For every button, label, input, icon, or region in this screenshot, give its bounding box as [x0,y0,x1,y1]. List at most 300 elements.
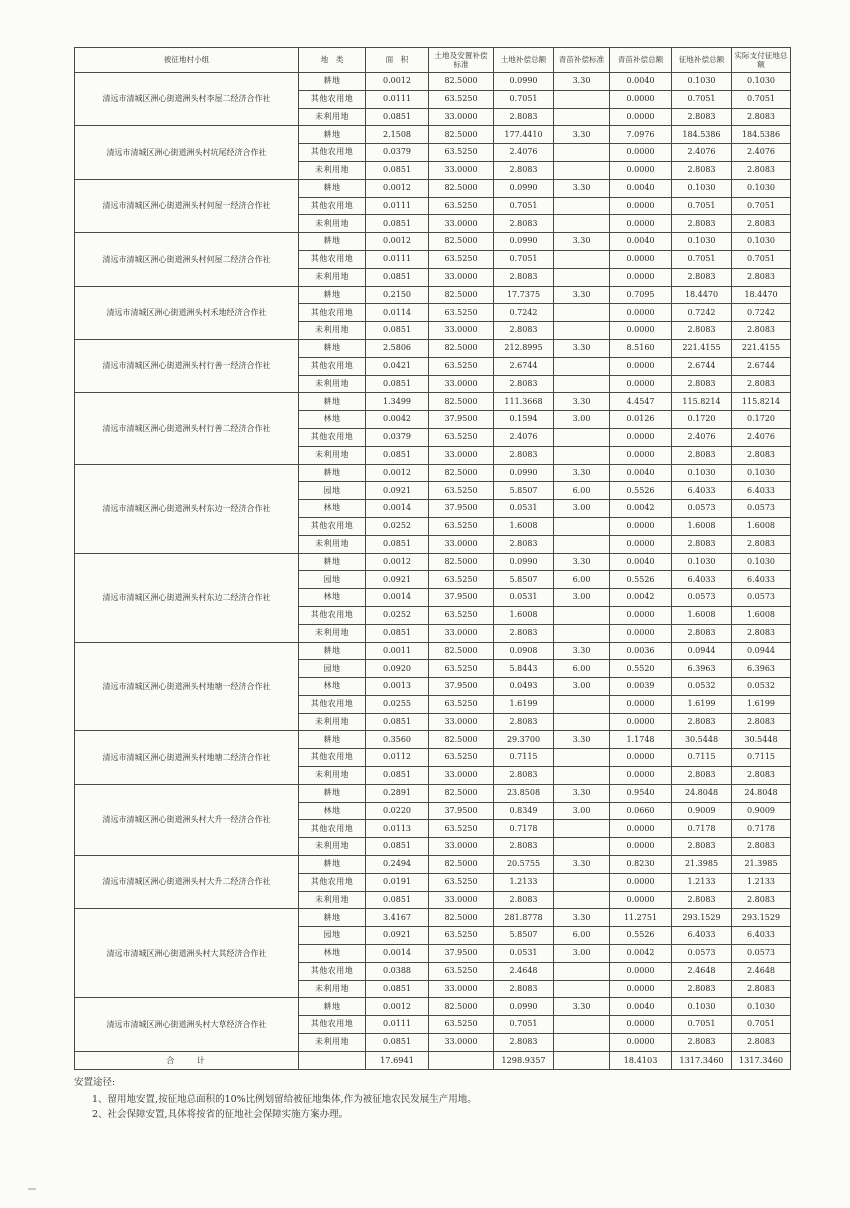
value-cell: 0.5526 [610,482,672,500]
value-cell: 63.5250 [429,962,494,980]
value-cell: 0.0012 [366,233,429,251]
value-cell: 63.5250 [429,1016,494,1034]
land-type-cell: 其他农用地 [299,962,366,980]
value-cell: 24.8048 [672,784,732,802]
value-cell: 5.8443 [494,660,554,678]
table-header [75,48,791,73]
land-type-cell: 耕地 [299,393,366,411]
value-cell: 1.2133 [672,873,732,891]
value-cell: 0.0851 [366,767,429,785]
total-land-comp-cell: 1298.9357 [494,1051,554,1069]
land-type-cell: 耕地 [299,233,366,251]
value-cell: 293.1529 [732,909,791,927]
value-cell: 184.5386 [672,126,732,144]
value-cell: 0.1030 [732,553,791,571]
value-cell: 2.8083 [732,624,791,642]
value-cell [554,749,610,767]
value-cell: 6.00 [554,660,610,678]
value-cell: 0.7242 [732,304,791,322]
value-cell: 0.0042 [610,945,672,963]
land-type-cell: 耕地 [299,126,366,144]
value-cell: 3.30 [554,998,610,1016]
value-cell: 23.8508 [494,784,554,802]
land-type-cell: 未利用地 [299,767,366,785]
value-cell: 82.5000 [429,642,494,660]
value-cell: 0.0851 [366,838,429,856]
value-cell: 33.0000 [429,980,494,998]
value-cell: 0.0111 [366,90,429,108]
value-cell: 37.9500 [429,802,494,820]
land-type-cell: 其他农用地 [299,144,366,162]
value-cell: 0.5526 [610,571,672,589]
value-cell: 0.0851 [366,535,429,553]
value-cell: 6.4033 [672,571,732,589]
value-cell: 2.8083 [494,891,554,909]
table-row [75,642,791,660]
value-cell: 0.9009 [672,802,732,820]
value-cell: 0.0012 [366,464,429,482]
total-area-cell: 17.6941 [366,1051,429,1069]
value-cell: 63.5250 [429,144,494,162]
value-cell: 0.0111 [366,197,429,215]
value-cell: 0.0000 [610,713,672,731]
header-seedling-standard: 青苗补偿标准 [554,48,610,73]
group-name-cell: 清远市清城区洲心街道洲头村东边二经济合作社 [75,553,299,642]
value-cell [554,517,610,535]
value-cell: 63.5250 [429,90,494,108]
value-cell: 3.00 [554,678,610,696]
value-cell [554,624,610,642]
value-cell: 0.1030 [732,464,791,482]
value-cell: 0.0573 [672,945,732,963]
group-name-cell: 清远市清城区洲心街道洲头村大其经济合作社 [75,909,299,998]
value-cell: 0.0000 [610,446,672,464]
note-line-1: 1、留用地安置,按征地总面积的10%比例划留给被征地集体,作为被征地农民发展生产用地。 [92,1093,477,1105]
value-cell: 33.0000 [429,375,494,393]
land-type-cell: 耕地 [299,339,366,357]
value-cell: 0.7051 [494,197,554,215]
value-cell [554,838,610,856]
value-cell: 2.8083 [732,161,791,179]
value-cell: 37.9500 [429,945,494,963]
value-cell: 0.2891 [366,784,429,802]
value-cell: 2.8083 [732,891,791,909]
value-cell: 0.9540 [610,784,672,802]
value-cell: 2.8083 [672,767,732,785]
value-cell: 2.8083 [494,161,554,179]
value-cell: 33.0000 [429,1034,494,1052]
total-land-type-cell [299,1051,366,1069]
value-cell: 111.3668 [494,393,554,411]
land-type-cell: 其他农用地 [299,428,366,446]
value-cell: 24.8048 [732,784,791,802]
value-cell: 3.30 [554,126,610,144]
value-cell [554,144,610,162]
value-cell: 82.5000 [429,286,494,304]
value-cell: 0.0851 [366,980,429,998]
value-cell: 3.30 [554,784,610,802]
value-cell: 1.6199 [732,695,791,713]
value-cell: 1.6008 [732,517,791,535]
group-name-cell: 清远市清城区洲心街道洲头村行善一经济合作社 [75,339,299,392]
value-cell: 2.4076 [672,144,732,162]
value-cell: 3.30 [554,731,610,749]
value-cell: 0.0000 [610,250,672,268]
value-cell: 0.7051 [494,1016,554,1034]
value-cell: 1.6008 [672,517,732,535]
value-cell: 82.5000 [429,784,494,802]
value-cell: 0.1594 [494,411,554,429]
value-cell: 1.2133 [732,873,791,891]
value-cell: 63.5250 [429,606,494,624]
value-cell: 2.4648 [672,962,732,980]
value-cell: 0.0000 [610,1016,672,1034]
table-row [75,179,791,197]
value-cell: 0.0040 [610,179,672,197]
value-cell [554,1016,610,1034]
value-cell: 0.0851 [366,268,429,286]
value-cell: 0.0851 [366,713,429,731]
value-cell: 0.0114 [366,304,429,322]
land-type-cell: 其他农用地 [299,820,366,838]
value-cell: 30.5448 [672,731,732,749]
group-name-cell: 清远市清城区洲心街道洲头村大升一经济合作社 [75,784,299,855]
value-cell: 0.0000 [610,767,672,785]
total-standard-cell [429,1051,494,1069]
value-cell: 0.0908 [494,642,554,660]
value-cell: 0.0921 [366,482,429,500]
land-type-cell: 园地 [299,927,366,945]
value-cell [554,304,610,322]
value-cell: 0.0851 [366,446,429,464]
value-cell: 0.0012 [366,553,429,571]
header-land-standard: 土地及安置补偿标准 [429,48,494,73]
value-cell: 0.0573 [732,500,791,518]
value-cell: 3.30 [554,856,610,874]
value-cell: 0.0252 [366,517,429,535]
value-cell: 2.8083 [672,535,732,553]
value-cell: 0.0990 [494,553,554,571]
value-cell: 0.0011 [366,642,429,660]
value-cell [554,215,610,233]
value-cell: 0.0042 [366,411,429,429]
value-cell: 33.0000 [429,161,494,179]
value-cell: 212.8995 [494,339,554,357]
value-cell: 0.0851 [366,108,429,126]
land-type-cell: 未利用地 [299,535,366,553]
group-name-cell: 清远市清城区洲心街道洲头村禾地经济合作社 [75,286,299,339]
value-cell: 0.8230 [610,856,672,874]
value-cell: 63.5250 [429,517,494,535]
value-cell: 6.4033 [672,927,732,945]
value-cell: 1.6008 [732,606,791,624]
value-cell: 82.5000 [429,998,494,1016]
value-cell: 0.0000 [610,962,672,980]
header-acquisition-comp-total: 征地补偿总额 [672,48,732,73]
value-cell: 82.5000 [429,339,494,357]
land-type-cell: 园地 [299,571,366,589]
value-cell: 0.0000 [610,304,672,322]
value-cell: 1.6199 [672,695,732,713]
value-cell [554,357,610,375]
land-type-cell: 林地 [299,678,366,696]
land-type-cell: 耕地 [299,464,366,482]
value-cell: 37.9500 [429,411,494,429]
value-cell: 8.5160 [610,339,672,357]
value-cell: 0.0851 [366,1034,429,1052]
value-cell: 20.5755 [494,856,554,874]
value-cell: 0.7178 [672,820,732,838]
value-cell: 0.7115 [732,749,791,767]
land-type-cell: 耕地 [299,784,366,802]
value-cell: 2.6744 [672,357,732,375]
value-cell: 2.8083 [732,838,791,856]
value-cell: 0.7051 [494,90,554,108]
value-cell [554,891,610,909]
table-body [75,73,791,1052]
value-cell: 1.1748 [610,731,672,749]
value-cell: 2.8083 [732,1034,791,1052]
value-cell: 2.4076 [672,428,732,446]
header-area: 面 积 [366,48,429,73]
value-cell: 2.8083 [732,535,791,553]
table-row [75,784,791,802]
land-type-cell: 林地 [299,500,366,518]
value-cell [554,322,610,340]
value-cell: 0.5520 [610,660,672,678]
value-cell [554,713,610,731]
land-type-cell: 未利用地 [299,322,366,340]
value-cell: 0.1030 [672,73,732,91]
value-cell: 0.0040 [610,73,672,91]
value-cell: 0.7051 [494,250,554,268]
value-cell: 6.00 [554,927,610,945]
value-cell: 0.1030 [672,464,732,482]
value-cell [554,606,610,624]
table-row [75,731,791,749]
value-cell: 0.0042 [610,589,672,607]
value-cell [554,161,610,179]
value-cell: 2.4076 [494,428,554,446]
land-type-cell: 耕地 [299,642,366,660]
value-cell: 2.4648 [732,962,791,980]
value-cell: 0.7051 [672,1016,732,1034]
value-cell: 0.0532 [732,678,791,696]
value-cell: 0.0012 [366,179,429,197]
value-cell: 0.0660 [610,802,672,820]
value-cell: 2.8083 [672,624,732,642]
value-cell: 11.2751 [610,909,672,927]
value-cell: 0.7242 [494,304,554,322]
value-cell: 0.0042 [610,500,672,518]
table-row [75,856,791,874]
value-cell: 0.0000 [610,108,672,126]
value-cell: 2.8083 [672,713,732,731]
land-type-cell: 其他农用地 [299,517,366,535]
value-cell: 2.8083 [732,980,791,998]
value-cell: 5.8507 [494,482,554,500]
header-village-group: 被征地村小组 [75,48,299,73]
value-cell: 0.7051 [672,250,732,268]
value-cell: 0.0014 [366,500,429,518]
value-cell: 33.0000 [429,624,494,642]
value-cell: 0.0012 [366,998,429,1016]
value-cell: 0.0220 [366,802,429,820]
value-cell: 3.00 [554,411,610,429]
value-cell: 2.8083 [494,375,554,393]
group-name-cell: 清远市清城区洲心街道洲头村何屋二经济合作社 [75,233,299,286]
value-cell: 0.0000 [610,820,672,838]
value-cell: 2.8083 [494,624,554,642]
value-cell [554,535,610,553]
value-cell: 82.5000 [429,73,494,91]
value-cell: 0.0851 [366,624,429,642]
land-compensation-table [74,47,791,1070]
land-type-cell: 未利用地 [299,215,366,233]
value-cell [554,108,610,126]
value-cell: 0.7051 [732,1016,791,1034]
value-cell: 0.2150 [366,286,429,304]
value-cell: 82.5000 [429,393,494,411]
value-cell: 0.0014 [366,589,429,607]
value-cell: 0.0040 [610,464,672,482]
value-cell: 37.9500 [429,500,494,518]
value-cell: 2.8083 [732,215,791,233]
value-cell: 2.8083 [672,838,732,856]
land-type-cell: 林地 [299,589,366,607]
value-cell: 2.8083 [732,322,791,340]
value-cell: 63.5250 [429,197,494,215]
value-cell: 63.5250 [429,873,494,891]
value-cell: 1.3499 [366,393,429,411]
land-type-cell: 园地 [299,660,366,678]
value-cell: 3.30 [554,73,610,91]
value-cell: 2.8083 [494,1034,554,1052]
value-cell: 63.5250 [429,820,494,838]
value-cell: 0.0921 [366,571,429,589]
value-cell: 0.0111 [366,250,429,268]
value-cell: 1.6008 [672,606,732,624]
value-cell: 3.30 [554,339,610,357]
land-type-cell: 其他农用地 [299,873,366,891]
value-cell: 0.7115 [494,749,554,767]
value-cell: 0.0000 [610,838,672,856]
table-row [75,553,791,571]
value-cell: 2.8083 [672,1034,732,1052]
value-cell: 0.0111 [366,1016,429,1034]
value-cell: 0.0573 [672,500,732,518]
value-cell: 0.0921 [366,927,429,945]
value-cell: 21.3985 [672,856,732,874]
value-cell: 63.5250 [429,357,494,375]
notes-title: 安置途径: [74,1077,116,1088]
header-actual-paid-total: 实际支付征地总额 [732,48,791,73]
value-cell: 0.0252 [366,606,429,624]
value-cell: 6.3963 [732,660,791,678]
value-cell: 37.9500 [429,678,494,696]
land-type-cell: 未利用地 [299,108,366,126]
value-cell: 0.0040 [610,233,672,251]
value-cell: 2.8083 [732,713,791,731]
table-row [75,339,791,357]
value-cell: 3.4167 [366,909,429,927]
value-cell: 0.0000 [610,695,672,713]
value-cell: 0.0532 [672,678,732,696]
header-land-comp-total: 土地补偿总额 [494,48,554,73]
land-type-cell: 未利用地 [299,375,366,393]
value-cell: 0.0036 [610,642,672,660]
value-cell: 6.00 [554,482,610,500]
value-cell: 2.8083 [672,108,732,126]
group-name-cell: 清远市清城区洲心街道洲头村坑尾经济合作社 [75,126,299,179]
table-row [75,286,791,304]
value-cell: 0.0000 [610,161,672,179]
land-type-cell: 林地 [299,945,366,963]
value-cell: 0.0851 [366,375,429,393]
land-type-cell: 未利用地 [299,713,366,731]
value-cell: 0.1720 [672,411,732,429]
value-cell: 2.8083 [494,980,554,998]
value-cell: 115.8214 [732,393,791,411]
value-cell: 33.0000 [429,891,494,909]
total-acquisition-comp-cell: 1317.3460 [672,1051,732,1069]
land-type-cell: 耕地 [299,286,366,304]
value-cell: 2.5806 [366,339,429,357]
land-type-cell: 其他农用地 [299,606,366,624]
land-type-cell: 林地 [299,411,366,429]
value-cell: 1.6008 [494,517,554,535]
value-cell [554,250,610,268]
value-cell: 29.3700 [494,731,554,749]
value-cell: 0.7051 [732,197,791,215]
value-cell: 0.7051 [732,250,791,268]
total-seedling-standard-cell [554,1051,610,1069]
total-seedling-comp-cell: 18.4103 [610,1051,672,1069]
header-row [75,48,791,73]
value-cell: 3.30 [554,464,610,482]
value-cell: 0.0000 [610,873,672,891]
value-cell: 2.8083 [494,535,554,553]
value-cell [554,767,610,785]
value-cell: 0.0000 [610,197,672,215]
value-cell: 7.0976 [610,126,672,144]
value-cell: 0.0113 [366,820,429,838]
value-cell: 21.3985 [732,856,791,874]
value-cell: 0.0000 [610,375,672,393]
group-name-cell: 清远市清城区洲心街道洲头村李屋二经济合作社 [75,73,299,126]
value-cell: 6.4033 [732,927,791,945]
value-cell [554,446,610,464]
value-cell: 2.8083 [672,891,732,909]
value-cell: 17.7375 [494,286,554,304]
value-cell [554,1034,610,1052]
value-cell: 0.1720 [732,411,791,429]
value-cell: 0.0851 [366,322,429,340]
value-cell: 115.8214 [672,393,732,411]
value-cell: 18.4470 [672,286,732,304]
value-cell: 0.0379 [366,428,429,446]
value-cell: 0.0255 [366,695,429,713]
value-cell: 0.0040 [610,998,672,1016]
group-name-cell: 清远市清城区洲心街道洲头村大升二经济合作社 [75,856,299,909]
land-type-cell: 林地 [299,802,366,820]
group-name-cell: 清远市清城区洲心街道洲头村东边一经济合作社 [75,464,299,553]
value-cell: 0.0531 [494,589,554,607]
value-cell [554,962,610,980]
value-cell: 2.4076 [494,144,554,162]
value-cell: 3.00 [554,802,610,820]
value-cell: 0.5526 [610,927,672,945]
